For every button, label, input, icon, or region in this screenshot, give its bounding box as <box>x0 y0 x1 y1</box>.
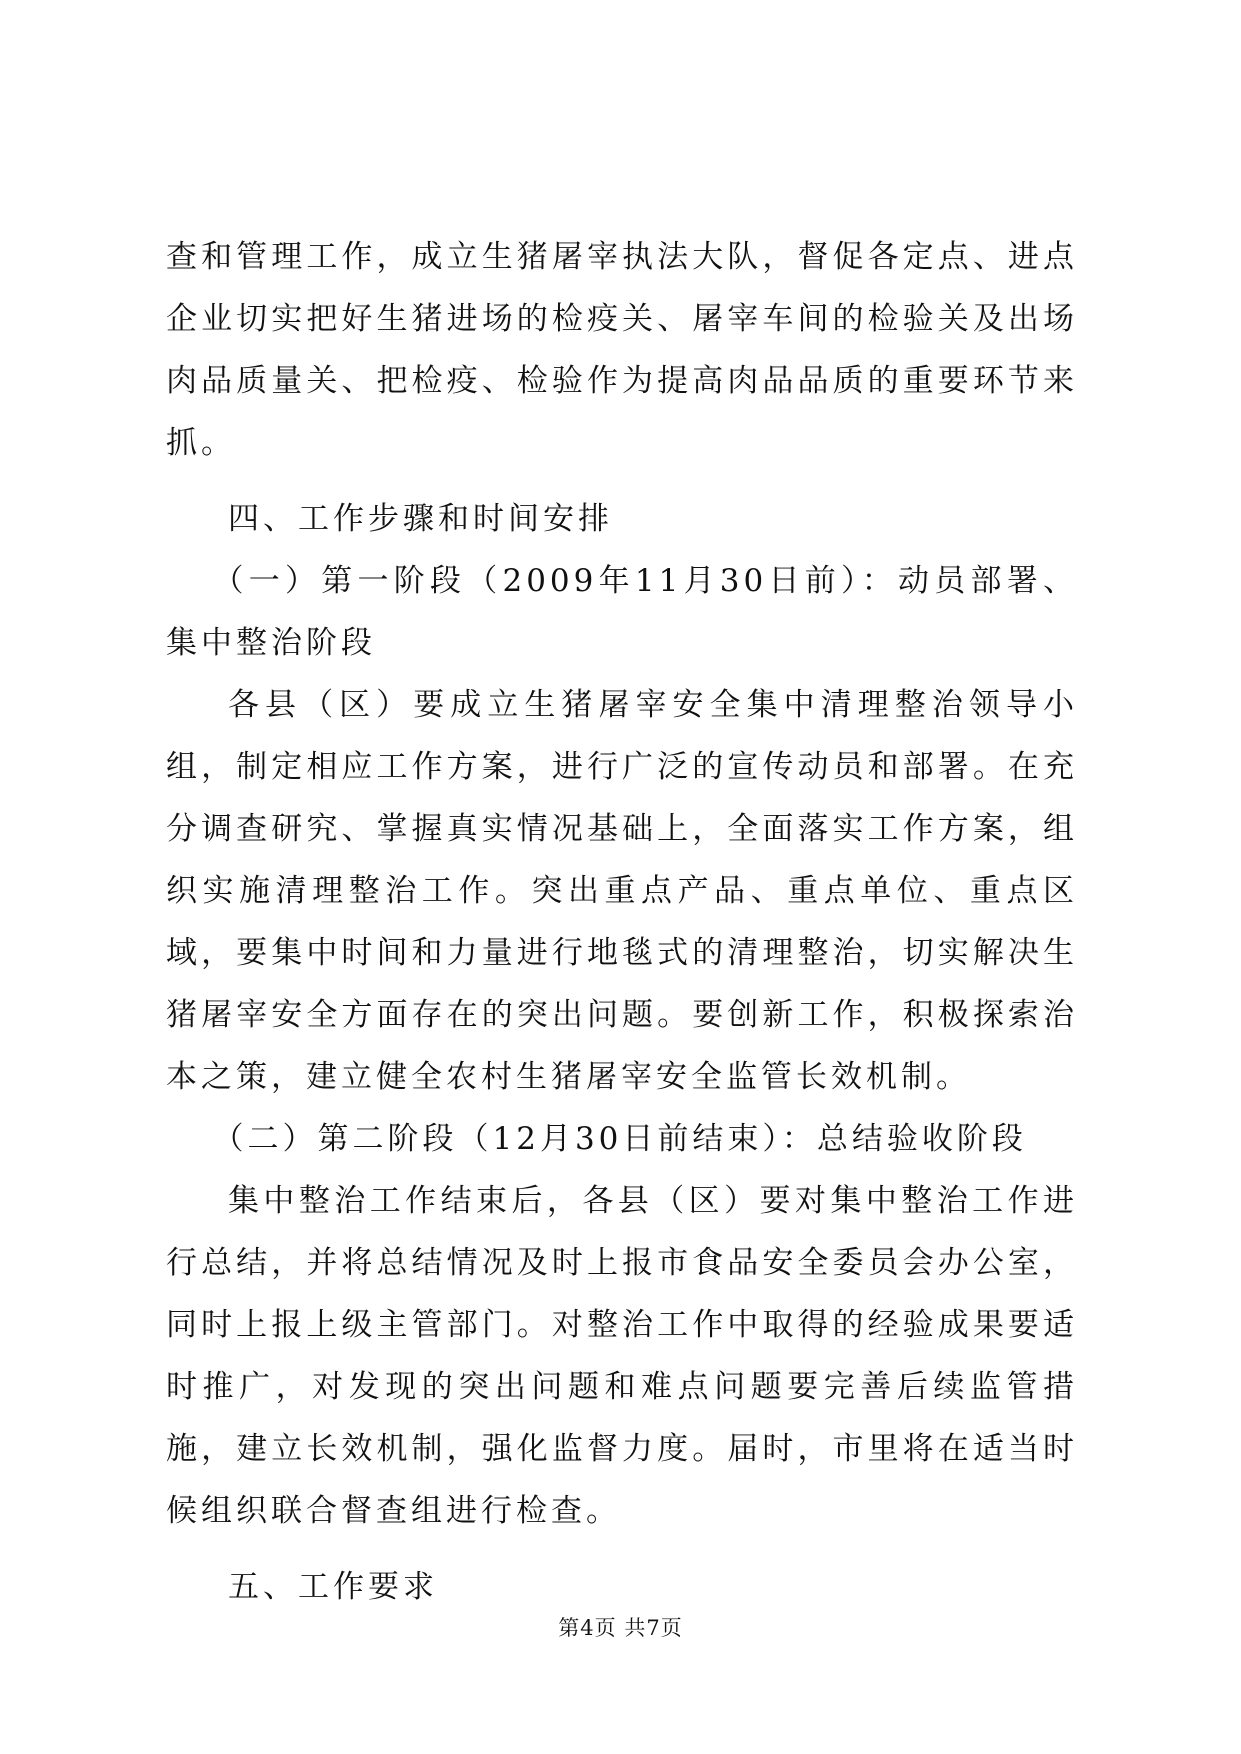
page-footer <box>0 1613 1241 1643</box>
paragraph-stage-1: 各县（区）要成立生猪屠宰安全集中清理整治领导小组，制定相应工作方案，进行广泛的宣传动员和部署。在充分调查研究、掌握真实情况基础上，全面落实工作方案，组织实施清理整治工作。突出重点产品、重点单位、重点区域，要集中时间和力量进行地毯式的清理整治，切实解决生猪屠宰安全方面存在的突出问题。要创新工作，积极探索治本之策，建立健全农村生猪屠宰安全监管长效机制。 <box>166 687 1078 1095</box>
paragraph-continuation: 查和管理工作，成立生猪屠宰执法大队，督促各定点、进点企业切实把好生猪进场的检疫关、屠宰车间的检验关及出场肉品质量关、把检疫、检验作为提高肉品品质的重要环节来抓。 <box>166 239 1078 461</box>
document-body <box>166 226 1078 1618</box>
subheading-stage-2: （二）第二阶段（12月30日前结束）：总结验收阶段 <box>212 1121 1027 1157</box>
section-heading-4: 四、工作步骤和时间安排 <box>228 501 613 537</box>
page-number: 第4页 共7页 <box>558 1616 683 1640</box>
subheading-stage-1: （一）第一阶段（2009年11月30日前）：动员部署、集中整治阶段 <box>166 563 1078 661</box>
paragraph-stage-2: 集中整治工作结束后，各县（区）要对集中整治工作进行总结，并将总结情况及时上报市食品安全委员会办公室，同时上报上级主管部门。对整治工作中取得的经验成果要适时推广，对发现的突出问题和难点问题要完善后续监管措施，建立长效机制，强化监督力度。届时，市里将在适当时候组织联合督查组进行检查。 <box>166 1183 1078 1529</box>
section-heading-5: 五、工作要求 <box>228 1569 438 1605</box>
